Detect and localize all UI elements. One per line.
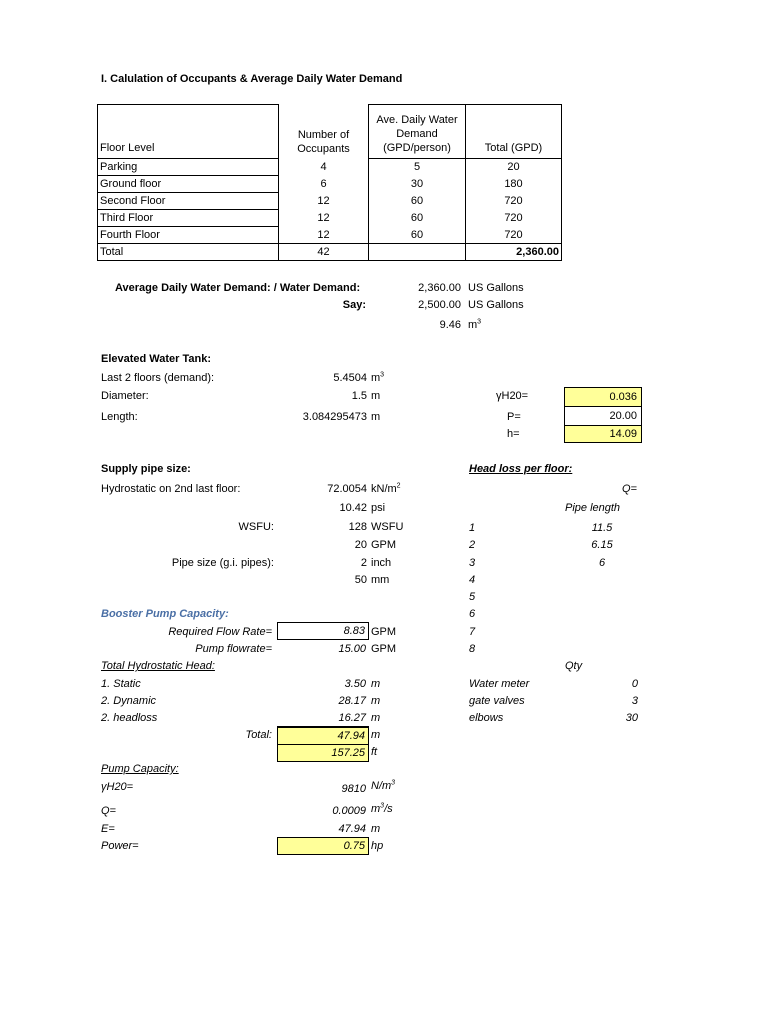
floor-number: 5 <box>469 591 476 603</box>
fitting-qty: 3 <box>631 695 638 707</box>
table-row <box>98 193 562 210</box>
gpm-unit: GPM <box>371 539 397 551</box>
hydrostatic-unit: $kN/m^2$ <box>371 482 401 495</box>
floor-number: 4 <box>469 574 476 586</box>
cell-occupants: 12 <box>279 193 369 210</box>
floor-number: 7 <box>469 626 476 638</box>
hydrostatic-value: 72.0054 <box>327 483 367 495</box>
cell-total-label: Total <box>98 244 279 261</box>
floor-number: 6 <box>469 608 476 620</box>
capacity-q-value: 0.0009 <box>332 805 366 817</box>
supply-heading: Supply pipe size: <box>101 463 191 475</box>
cell-total-blank <box>369 244 466 261</box>
required-flow-value: 8.83 <box>277 622 369 640</box>
floor-number: 3 <box>469 557 476 569</box>
cell-floor: Second Floor <box>98 193 279 210</box>
cell-demand: 5 <box>369 159 466 176</box>
cell-floor: Fourth Floor <box>98 227 279 244</box>
qty-label: Qty <box>565 660 583 672</box>
tank-diameter-label: Diameter: <box>101 390 149 402</box>
wsfu-value: 128 <box>348 521 367 533</box>
tank-h-value: 14.09 <box>564 425 642 443</box>
table-header-row <box>98 105 562 159</box>
capacity-gamma-unit: $N/m^3$ <box>371 779 396 792</box>
tank-demand-value: 5.4504 <box>333 372 367 384</box>
pipe-length-label: Pipe length <box>565 502 621 514</box>
tank-diameter-value: 1.5 <box>351 390 367 402</box>
cell-total: 720 <box>466 210 562 227</box>
cell-occupants: 6 <box>279 176 369 193</box>
tank-h-label: h= <box>507 428 520 440</box>
capacity-e-value: 47.94 <box>338 823 366 835</box>
static-value: 3.50 <box>344 678 366 690</box>
psi-value: 10.42 <box>339 502 367 514</box>
tdh-heading: Total Hydrostatic Head: <box>101 660 215 672</box>
volume-value: 9.46 <box>439 319 461 331</box>
capacity-q-unit: $m^3/s$ <box>371 802 393 815</box>
fitting-name: Water meter <box>469 678 530 690</box>
pipe-size-unit: inch <box>371 557 392 569</box>
total-m-value: 47.94 <box>277 726 369 745</box>
table-row <box>98 210 562 227</box>
cell-occupants: 12 <box>279 227 369 244</box>
cell-occupants: 12 <box>279 210 369 227</box>
pump-flowrate-unit: GPM <box>371 643 397 655</box>
static-unit: m <box>371 678 381 690</box>
table-row <box>98 159 562 176</box>
fitting-name: elbows <box>469 712 504 724</box>
fitting-qty: 30 <box>625 712 638 724</box>
tank-p-value: 20.00 <box>564 407 642 425</box>
pipe-length-value: 6.15 <box>591 539 613 551</box>
cell-total: 180 <box>466 176 562 193</box>
gpm-value: 20 <box>354 539 367 551</box>
avg-demand-value: 2,360.00 <box>418 282 461 294</box>
cell-floor: Third Floor <box>98 210 279 227</box>
headloss-q-label: Q= <box>622 483 637 495</box>
psi-unit: psi <box>371 502 386 514</box>
header-occupants: Number of Occupants <box>279 105 369 159</box>
tank-length-value: 3.084295473 <box>302 411 367 423</box>
cell-total-occupants: 42 <box>279 244 369 261</box>
total-m-unit: m <box>371 729 381 741</box>
avg-demand-unit: US Gallons <box>468 282 524 294</box>
mm-value: 50 <box>354 574 367 586</box>
header-daily-demand: Ave. Daily Water Demand (GPD/person) <box>369 105 466 159</box>
cell-total: 720 <box>466 193 562 210</box>
tank-gamma-label: γH20= <box>496 390 529 402</box>
dynamic-unit: m <box>371 695 381 707</box>
tank-length-label: Length: <box>101 411 138 423</box>
pump-capacity-heading: Pump Capacity: <box>101 763 179 775</box>
total-ft-value: 157.25 <box>277 744 369 762</box>
cell-total: 20 <box>466 159 562 176</box>
pipe-size-value: 2 <box>360 557 367 569</box>
say-label: Say: <box>342 299 366 311</box>
cell-floor: Ground floor <box>98 176 279 193</box>
pump-flowrate-label: Pump flowrate= <box>195 643 272 655</box>
avg-demand-label: Average Daily Water Demand: / Water Demand: <box>115 282 361 294</box>
capacity-q-label: Q= <box>101 805 116 817</box>
cell-total-gpd: 2,360.00 <box>466 244 562 261</box>
occupants-table <box>97 104 562 261</box>
pipe-length-value: 6 <box>598 557 606 569</box>
booster-heading: Booster Pump Capacity: <box>101 608 229 620</box>
power-unit: hp <box>371 840 384 852</box>
tank-demand-unit: $m^3$ <box>371 371 385 384</box>
fitting-name: gate valves <box>469 695 525 707</box>
tank-heading: Elevated Water Tank: <box>101 353 212 365</box>
header-total-gpd: Total (GPD) <box>466 105 562 159</box>
say-value: 2,500.00 <box>418 299 461 311</box>
power-value: 0.75 <box>277 837 369 855</box>
cell-occupants: 4 <box>279 159 369 176</box>
dynamic-value: 28.17 <box>338 695 366 707</box>
capacity-gamma-label: γH20= <box>101 781 134 793</box>
tank-gamma-value: 0.036 <box>564 387 642 407</box>
static-label: 1. Static <box>101 678 141 690</box>
required-flow-label: Required Flow Rate= <box>168 626 272 638</box>
tank-diameter-unit: m <box>371 390 381 402</box>
pipe-size-label: Pipe size (g.i. pipes): <box>171 557 274 569</box>
headloss-unit: m <box>371 712 381 724</box>
power-label: Power= <box>101 840 139 852</box>
dynamic-label: 2. Dynamic <box>101 695 157 707</box>
cell-demand: 60 <box>369 227 466 244</box>
total-label: Total: <box>245 729 272 741</box>
mm-unit: mm <box>371 574 390 586</box>
capacity-gamma-value: 9810 <box>341 783 366 795</box>
headloss-label: 2. headloss <box>101 712 158 724</box>
wsfu-unit: WSFU <box>371 521 404 533</box>
total-ft-unit: ft <box>371 746 378 758</box>
table-total-row <box>98 244 562 261</box>
tank-p-label: P= <box>507 411 521 423</box>
table-row <box>98 227 562 244</box>
headloss-value: 16.27 <box>338 712 366 724</box>
page-title: I. Calulation of Occupants & Average Daily Water Demand <box>101 73 403 85</box>
header-floor-level: Floor Level <box>98 105 279 159</box>
pipe-length-value: 11.5 <box>591 522 613 534</box>
headloss-heading: Head loss per floor: <box>469 463 573 475</box>
wsfu-label: WSFU: <box>238 521 274 533</box>
floor-number: 1 <box>469 522 476 534</box>
floor-number: 8 <box>469 643 476 655</box>
capacity-e-unit: m <box>371 823 381 835</box>
cell-demand: 30 <box>369 176 466 193</box>
floor-number: 2 <box>469 539 476 551</box>
cell-demand: 60 <box>369 210 466 227</box>
tank-demand-label: Last 2 floors (demand): <box>101 372 215 384</box>
cell-floor: Parking <box>98 159 279 176</box>
fitting-qty: 0 <box>631 678 638 690</box>
table-row <box>98 176 562 193</box>
tank-length-unit: m <box>371 411 381 423</box>
hydrostatic-label: Hydrostatic on 2nd last floor: <box>101 483 241 495</box>
cell-total: 720 <box>466 227 562 244</box>
say-unit: US Gallons <box>468 299 524 311</box>
required-flow-unit: GPM <box>371 626 397 638</box>
volume-unit: $m^3$ <box>468 318 482 331</box>
capacity-e-label: E= <box>101 823 115 835</box>
cell-demand: 60 <box>369 193 466 210</box>
pump-flowrate-value: 15.00 <box>338 643 366 655</box>
